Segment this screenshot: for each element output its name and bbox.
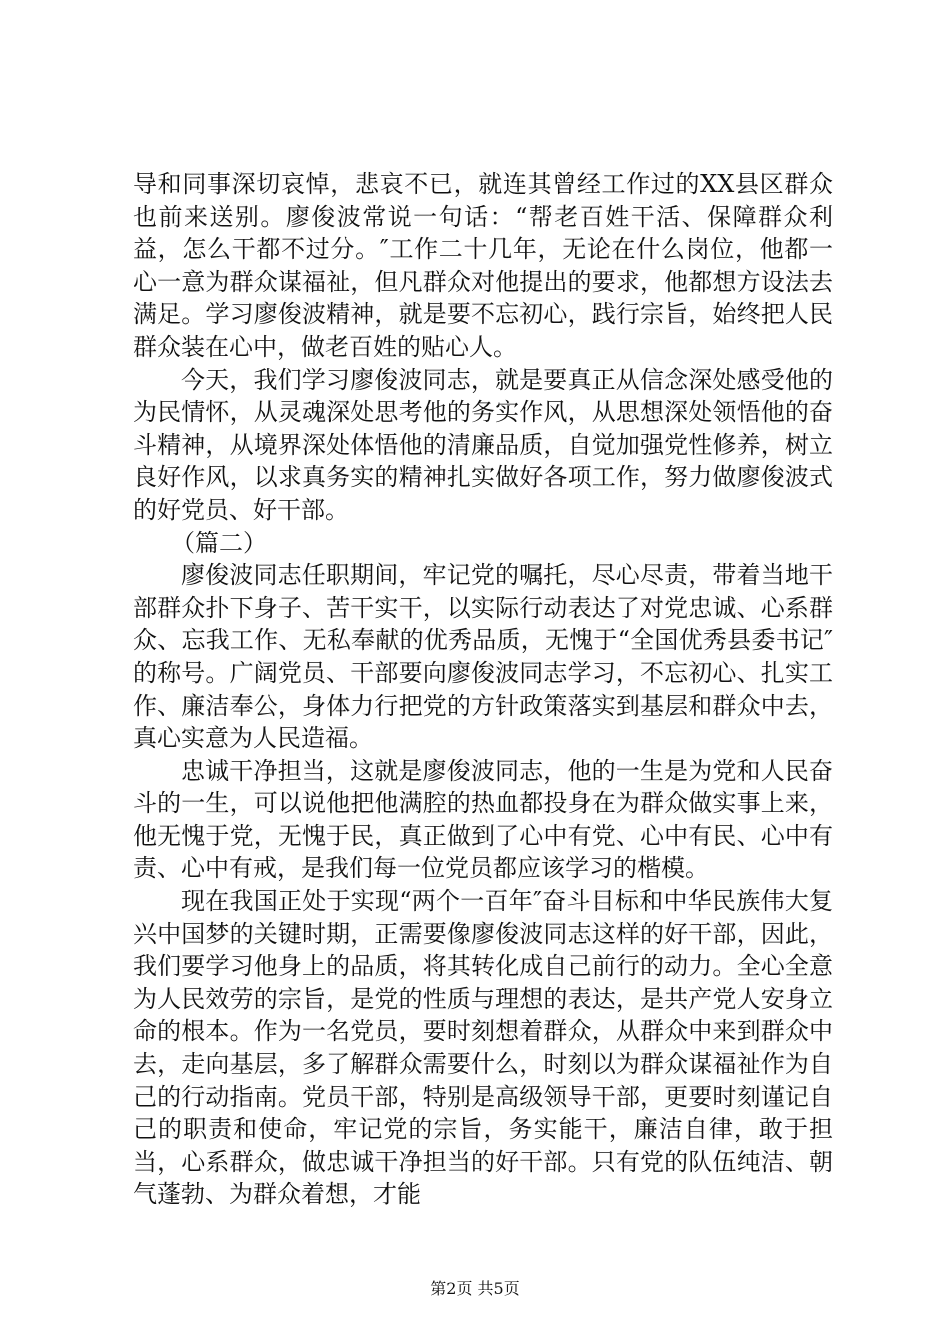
paragraph-4: 忠诚干净担当，这就是廖俊波同志，他的一生是为党和人民奋斗的一生，可以说他把他满腔的热血都投身在为群众做实事上来，他无愧于党，无愧于民，真正做到了心中有党、心中有民、心中有责、心中有戒，是我们每一位党员都应该学习的楷模。: [133, 756, 833, 883]
paragraph-2: 今天，我们学习廖俊波同志，就是要真正从信念深处感受他的为民情怀，从灵魂深处思考他的务实作风，从思想深处领悟他的奋斗精神，从境界深处体悟他的清廉品质，自觉加强党性修养，树立良好作风，以求真务实的精神扎实做好各项工作，努力做廖俊波式的好党员、好干部。: [133, 365, 833, 524]
document-body: [133, 168, 833, 1211]
page-footer: 第2页 共5页: [430, 1279, 520, 1298]
section-heading: （篇二）: [171, 528, 267, 557]
paragraph-3: 廖俊波同志任职期间，牢记党的嘱托，尽心尽责，带着当地干部群众扑下身子、苦干实干，以实际行动表达了对党忠诚、心系群众、忘我工作、无私奉献的优秀品质，无愧于“全国优秀县委书记″的称号。广阔党员、干部要向廖俊波同志学习，不忘初心、扎实工作、廉洁奉公，身体力行把党的方针政策落实到基层和群众中去，真心实意为人民造福。: [133, 561, 833, 753]
paragraph-5: 现在我国正处于实现“两个一百年″奋斗目标和中华民族伟大复兴中国梦的关键时期，正需要像廖俊波同志这样的好干部，因此，我们要学习他身上的品质，将其转化成自己前行的动力。全心全意为人民效劳的宗旨，是党的性质与理想的表达，是共产党人安身立命的根本。作为一名党员，要时刻想着群众，从群众中来到群众中去，走向基层，多了解群众需要什么，时刻以为群众谋福祉作为自己的行动指南。党员干部，特别是高级领导干部，更要时刻谨记自己的职责和使命，牢记党的宗旨，务实能干，廉洁自律，敢于担当，心系群众，做忠诚干净担当的好干部。只有党的队伍纯洁、朝气蓬勃、为群众着想，才能: [133, 887, 833, 1209]
paragraph-1: 导和同事深切哀悼，悲哀不已，就连其曾经工作过的XX县区群众也前来送别。廖俊波常说一句话：“帮老百姓干活、保障群众利益，怎么干都不过分。″工作二十几年，无论在什么岗位，他都一心一意为群众谋福祉，但凡群众对他提出的要求，他都想方设法去满足。学习廖俊波精神，就是要不忘初心，践行宗旨，始终把人民群众装在心中，做老百姓的贴心人。: [133, 170, 833, 361]
